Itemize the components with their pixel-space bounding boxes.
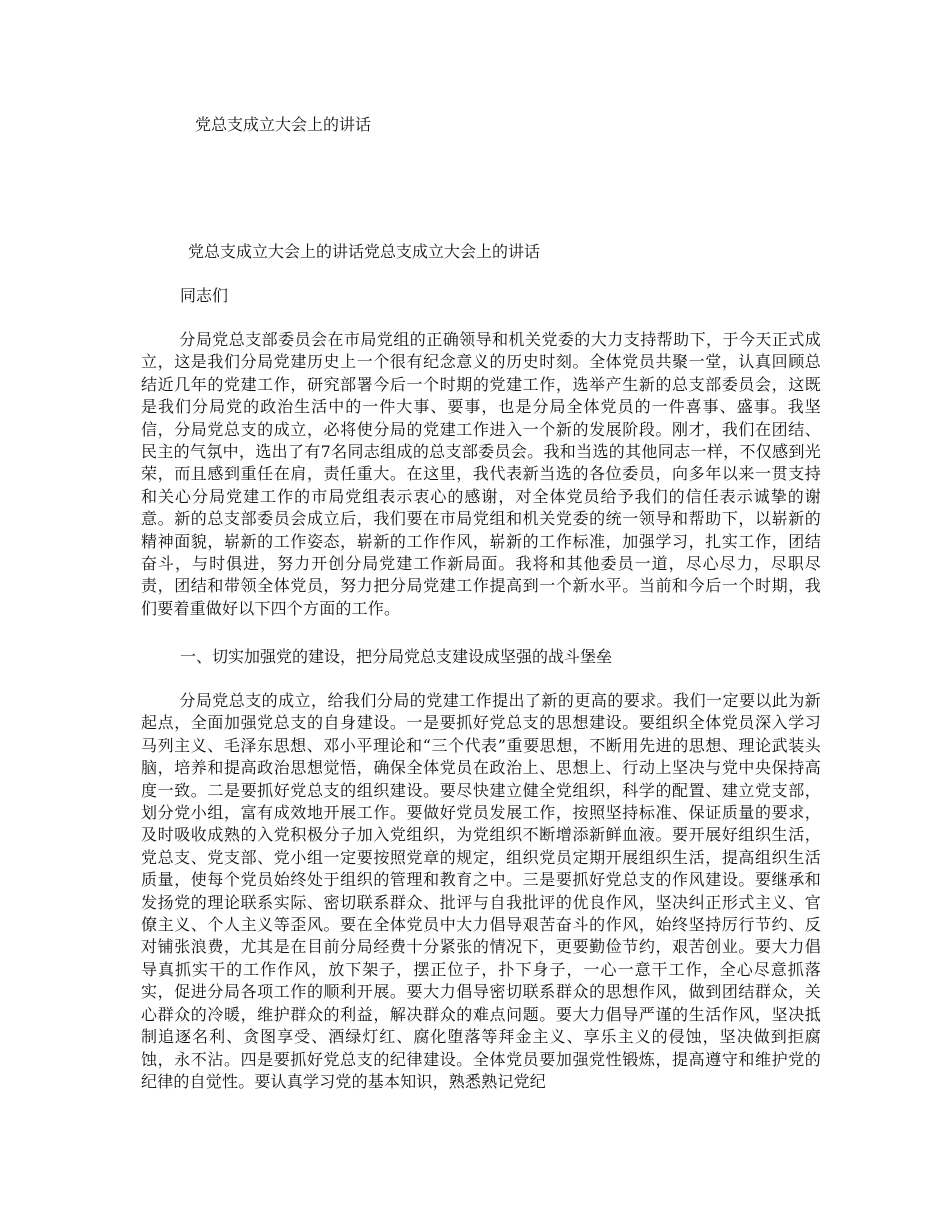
- salutation: 同志们: [180, 286, 229, 305]
- paragraph-intro: 分局党总支部委员会在市局党组的正确领导和机关党委的大力支持帮助下，于今天正式成立，这是我们分局党建历史上一个很有纪念意义的历史时刻。全体党员共聚一堂，认真回顾总结近几年的党建工作，研究部署今后一个时期的党建工作，选举产生新的总支部委员会，这既是我们分局党的政治生活中的一件大事、要事，也是分局全体党员的一件喜事、盛事。我坚信，分局党总支的成立，必将使分局的党建工作进入一个新的发展阶段。刚才，我们在团结、民主的气氛中，选出了有7名同志组成的总支部委员会。我和当选的其他同志一样，不仅感到光荣，而且感到重任在肩，责任重大。在这里，我代表新当选的各位委员，向多年以来一贯支持和关心分局党建工作的市局党组表示衷心的感谢，对全体党员给予我们的信任表示诚挚的谢意。新的总支部委员会成立后，我们要在市局党组和机关党委的统一领导和帮助下，以崭新的精神面貌，崭新的工作姿态，崭新的工作作风，崭新的工作标准，加强学习，扎实工作，团结奋斗，与时俱进，努力开创分局党建工作新局面。我将和其他委员一道，尽心尽力，尽职尽责，团结和带领全体党员，努力把分局党建工作提高到一个新水平。当前和今后一个时期，我们要着重做好以下四个方面的工作。: [141, 330, 821, 618]
- speech-heading: 党总支成立大会上的讲话党总支成立大会上的讲话: [188, 242, 541, 261]
- section-heading-1: 一、切实加强党的建设，把分局党总支建设成坚强的战斗堡垒: [180, 647, 613, 666]
- document-title: 党总支成立大会上的讲话: [195, 115, 372, 134]
- paragraph-section-1: 分局党总支的成立，给我们分局的党建工作提出了新的更高的要求。我们一定要以此为新起点，全面加强党总支的自身建设。一是要抓好党总支的思想建设。要组织全体党员深入学习马列主义、毛泽东思想、邓小平理论和“三个代表”重要思想，不断用先进的思想、理论武装头脑，培养和提高政治思想觉悟，确保全体党员在政治上、思想上、行动上坚决与党中央保持高度一致。二是要抓好党总支的组织建设。要尽快建立健全党组织，科学的配置、建立党支部，划分党小组，富有成效地开展工作。要做好党员发展工作，按照坚持标准、保证质量的要求，及时吸收成熟的入党积极分子加入党组织，为党组织不断增添新鲜血液。要开展好组织生活，党总支、党支部、党小组一定要按照党章的规定，组织党员定期开展组织生活，提高组织生活质量，使每个党员始终处于组织的管理和教育之中。三是要抓好党总支的作风建设。要继承和发扬党的理论联系实际、密切联系群众、批评与自我批评的优良作风，坚决纠正形式主义、官僚主义、个人主义等歪风。要在全体党员中大力倡导艰苦奋斗的作风，始终坚持厉行节约、反对铺张浪费，尤其是在目前分局经费十分紧张的情况下，更要勤俭节约，艰苦创业。要大力倡导真抓实干的工作作风，放下架子，摆正位子，扑下身子，一心一意干工作，全心尽意抓落实，促进分局各项工作的顺利开展。要大力倡导密切联系群众的思想作风，做到团结群众，关心群众的冷暖，维护群众的利益，解决群众的难点问题。要大力倡导严谨的生活作风，坚决抵制追逐名利、贪图享受、酒绿灯红、腐化堕落等拜金主义、享乐主义的侵蚀，坚决做到拒腐蚀，永不沾。四是要抓好党总支的纪律建设。全体党员要加强党性锻炼，提高遵守和维护党的纪律的自觉性。要认真学习党的基本知识，熟悉熟记党纪: [141, 691, 821, 1091]
